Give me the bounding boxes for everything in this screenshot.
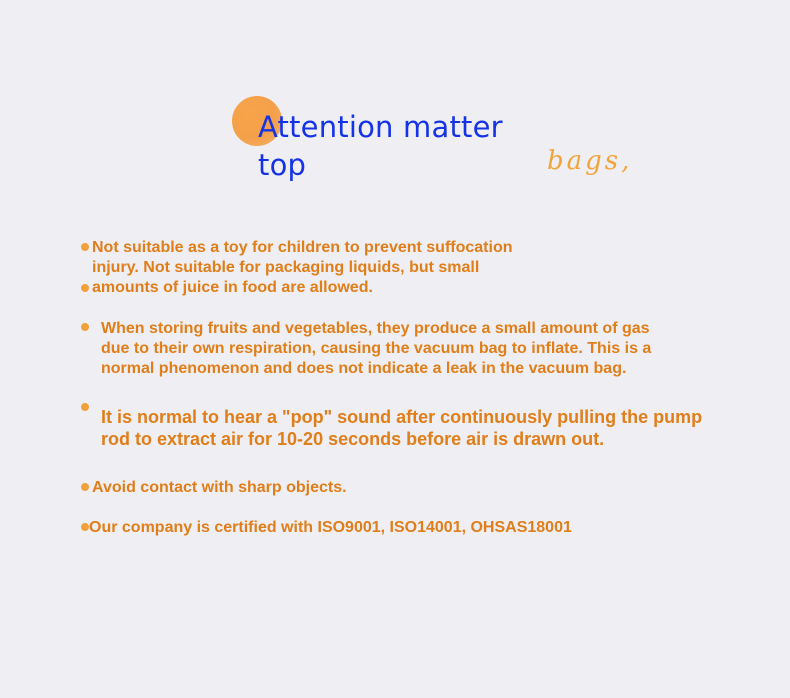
note-item: Avoid contact with sharp objects. [92,479,347,496]
note-item: It is normal to hear a "pop" sound after continuously pulling the pump rod to extract air for 10-20 seconds before air is drawn out. [101,407,703,449]
note-item: When storing fruits and vegetables, they produce a small amount of gas due to their own respiration, causing the vacuum bag to inflate. This is a normal phenomenon and does not indicate a leak in the vacuum bag. [101,320,652,377]
bullet-dot-icon [81,523,89,531]
note-item: Not suitable as a toy for children to prevent suffocation injury. Not suitable for packaging liquids, but small amounts of juice in food are allowed. [92,239,513,296]
bullet-dot-icon [81,323,89,331]
title-line-2: top [258,148,307,182]
bullet-dot-icon [81,403,89,411]
page-title [258,108,503,184]
note-item: Our company is certified with ISO9001, ISO14001, OHSAS18001 [89,519,572,536]
bullet-dot-icon [81,483,89,491]
bullet-dot-icon [81,243,89,251]
bullet-dot-icon [81,284,89,292]
script-decoration-text: bags, [547,146,633,176]
title-line-1: Attention matter [258,110,503,144]
